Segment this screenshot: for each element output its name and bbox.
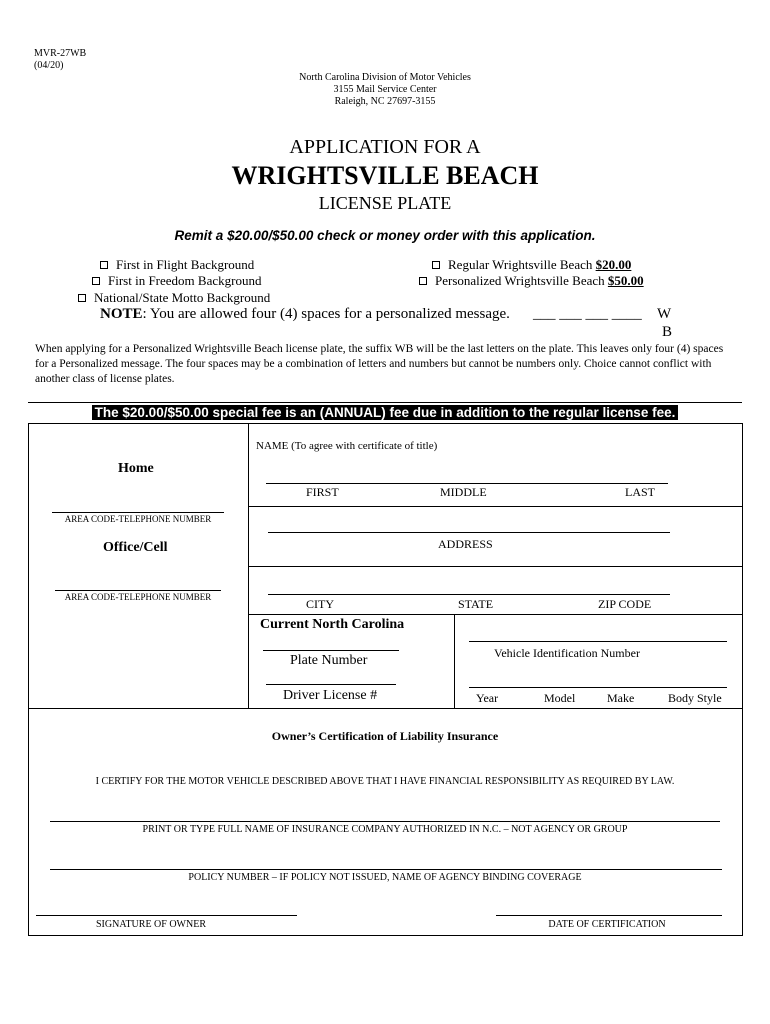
agency-city: Raleigh, NC 27697-3155	[334, 96, 436, 107]
agency-address: 3155 Mail Service Center	[333, 84, 437, 95]
form-number: MVR-27WB	[34, 48, 87, 59]
name-field[interactable]	[266, 483, 668, 484]
fee-banner: The $20.00/$50.00 special fee is an (ANNUAL) fee due in addition to the regular license fee.	[0, 404, 770, 422]
area-code-label: AREA CODE-TELEPHONE NUMBER	[64, 592, 212, 602]
title-line2: WRIGHTSVILLE BEACH	[231, 161, 539, 190]
suffix-w: W	[657, 306, 672, 322]
name-label: NAME (To agree with certificate of title)	[256, 440, 438, 452]
office-phone-label: Office/Cell	[103, 540, 168, 555]
driver-license-label: Driver License #	[283, 688, 378, 703]
agency-name: North Carolina Division of Motor Vehicles	[299, 72, 471, 83]
grid-line	[28, 423, 29, 708]
policy-number-label: POLICY NUMBER – IF POLICY NOT ISSUED, NAME OF AGENCY BINDING COVERAGE	[188, 872, 582, 883]
vehicle-details-field[interactable]	[469, 687, 727, 688]
last-name-label: LAST	[625, 485, 655, 499]
home-phone-field[interactable]	[52, 512, 224, 513]
driver-license-field[interactable]	[266, 684, 396, 685]
plate-number-field[interactable]	[263, 650, 399, 651]
address-label: ADDRESS	[438, 537, 493, 551]
grid-line	[454, 614, 455, 708]
grid-line	[742, 423, 743, 936]
signature-label: SIGNATURE OF OWNER	[96, 919, 206, 930]
date-label: DATE OF CERTIFICATION	[548, 919, 666, 930]
area-code-label: AREA CODE-TELEPHONE NUMBER	[64, 514, 212, 524]
checkbox-icon[interactable]	[92, 277, 100, 285]
grid-line	[248, 506, 742, 507]
office-phone-field[interactable]	[55, 590, 221, 591]
grid-line	[28, 423, 742, 424]
body-style-label: Body Style	[668, 691, 722, 705]
checkbox-icon[interactable]	[432, 261, 440, 269]
plate-number-label: Plate Number	[290, 653, 368, 668]
signature-field[interactable]	[36, 915, 297, 916]
make-label: Make	[607, 691, 635, 705]
city-state-zip-field[interactable]	[268, 594, 670, 595]
zip-code-label: ZIP CODE	[598, 597, 652, 611]
certification-statement: I CERTIFY FOR THE MOTOR VEHICLE DESCRIBED ABOVE THAT I HAVE FINANCIAL RESPONSIBILITY AS REQUIRED BY LAW.	[95, 776, 675, 787]
certification-title: Owner’s Certification of Liability Insurance	[271, 729, 499, 743]
regular-price: $20.00	[595, 257, 632, 272]
option-first-in-freedom[interactable]: First in Freedom Background	[92, 273, 261, 289]
current-nc-label: Current North Carolina	[260, 617, 405, 632]
grid-line	[28, 935, 742, 936]
option-national-state-motto[interactable]: National/State Motto Background	[78, 290, 270, 306]
vin-label: Vehicle Identification Number	[494, 646, 640, 660]
state-label: STATE	[458, 597, 494, 611]
checkbox-icon[interactable]	[78, 294, 86, 302]
personalized-message-blanks[interactable]: ___ ___ ___ ____	[533, 306, 642, 322]
policy-number-field[interactable]	[50, 869, 722, 870]
city-label: CITY	[306, 597, 334, 611]
option-personalized-plate[interactable]: Personalized Wrightsville Beach $50.00	[419, 273, 644, 289]
form-date: (04/20)	[34, 60, 64, 71]
grid-line	[248, 566, 742, 567]
insurance-company-field[interactable]	[50, 821, 720, 822]
date-field[interactable]	[496, 915, 722, 916]
grid-line	[248, 614, 742, 615]
option-first-in-flight[interactable]: First in Flight Background	[100, 257, 254, 273]
vin-field[interactable]	[469, 641, 727, 642]
option-regular-plate[interactable]: Regular Wrightsville Beach $20.00	[432, 257, 631, 273]
year-label: Year	[476, 691, 499, 705]
personalized-price: $50.00	[607, 273, 644, 288]
middle-name-label: MIDDLE	[440, 485, 487, 499]
title-line3: LICENSE PLATE	[318, 193, 452, 213]
title-line1: APPLICATION FOR A	[289, 136, 481, 158]
insurance-company-label: PRINT OR TYPE FULL NAME OF INSURANCE COMPANY AUTHORIZED IN N.C. – NOT AGENCY OR GROUP	[142, 824, 628, 835]
personalized-rules-paragraph: When applying for a Personalized Wrightsville Beach license plate, the suffix WB will be the last letters on the plate. This leaves only four (4) spaces for a Personalized message. The four spaces may be a combination of letters and numbers but cannot be numbers only. Choice cannot conflict with another class of license plates.	[35, 343, 724, 385]
address-field[interactable]	[268, 532, 670, 533]
checkbox-icon[interactable]	[419, 277, 427, 285]
grid-line	[28, 708, 742, 709]
first-name-label: FIRST	[306, 485, 339, 499]
note: NOTE: You are allowed four (4) spaces for a personalized message.	[100, 306, 510, 322]
model-label: Model	[544, 691, 576, 705]
home-phone-label: Home	[118, 461, 154, 476]
remit-instruction: Remit a $20.00/$50.00 check or money order with this application.	[174, 228, 596, 243]
checkbox-icon[interactable]	[100, 261, 108, 269]
suffix-b: B	[662, 324, 673, 340]
divider	[28, 402, 742, 403]
